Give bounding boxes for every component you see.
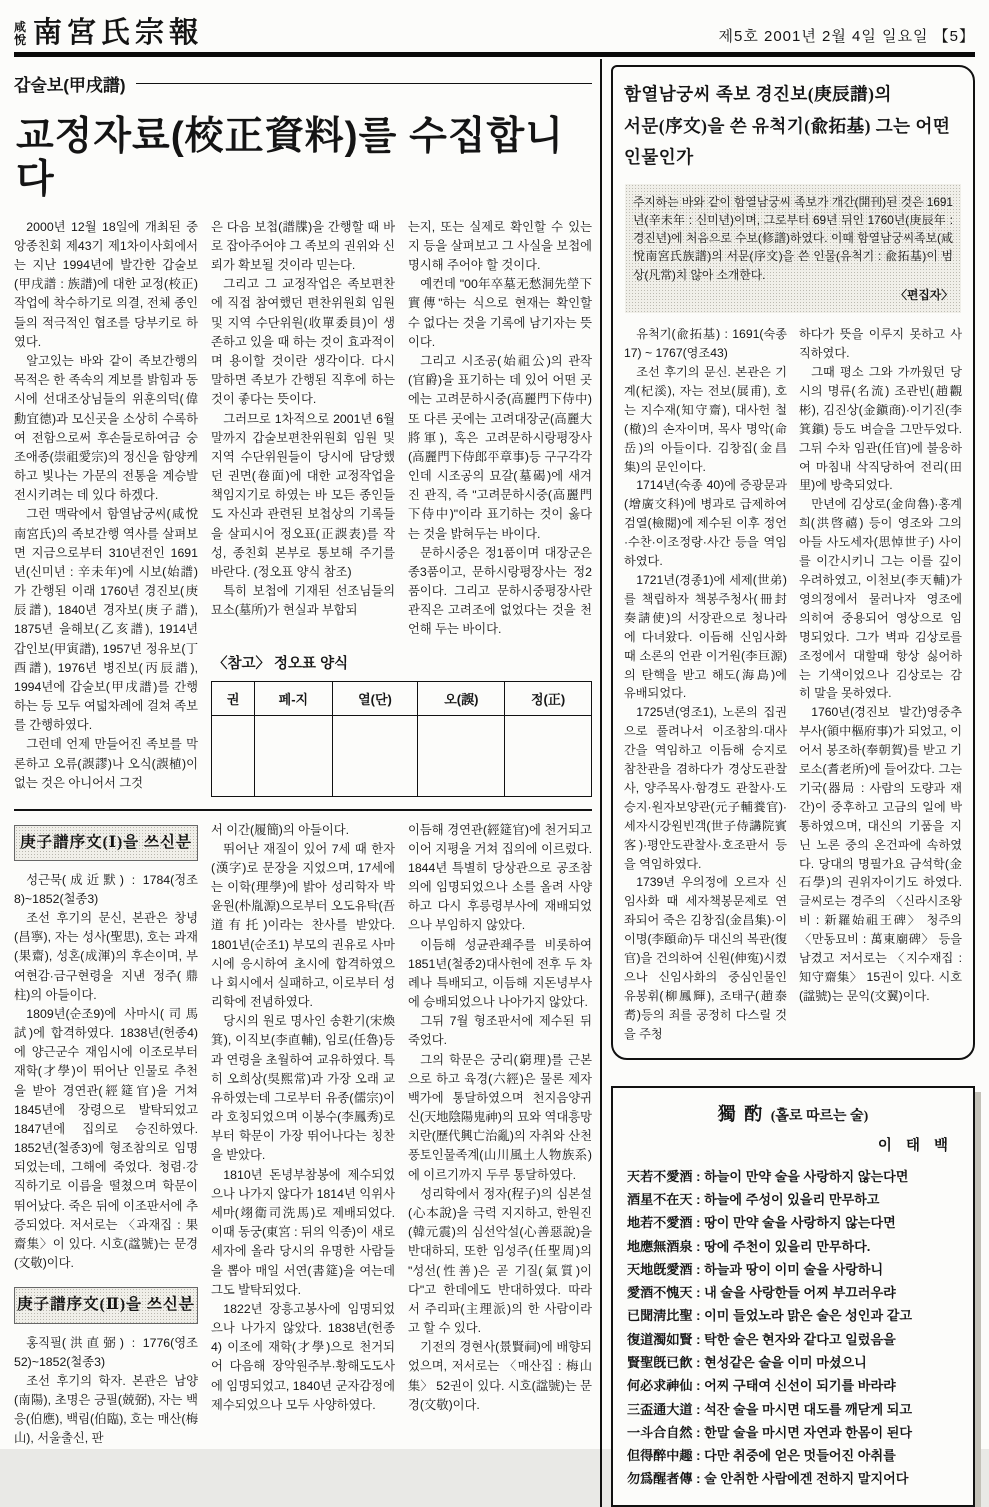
feature-title-line-1: 함열남궁씨 족보 경진보(庚辰譜)의 xyxy=(624,84,892,104)
errata-column-header: 열(단) xyxy=(332,681,418,715)
errata-header-row xyxy=(212,681,592,715)
poem-line-hanja: 天地旣愛酒 xyxy=(627,1261,693,1277)
paragraph: 1810년 돈녕부참봉에 제수되었으나 나가지 않다가 1814년 익위사세마(翊衛司洗馬)로 제배되었다. 이때 동궁(東宮 : 뒤의 익종)이 새로 세자에 올라 당시의 유명한 사람들을 뽑아 매일 서연(書筵)을 여는데 그도 발탁되었다. xyxy=(211,1167,395,1297)
paragraph: 그러므로 1차적으로 2001년 6월말까지 갑술보편찬위원회 임원 및 지역 수단위원들이 당시에 담당했던 권면(卷面)에 대한 교정작업을 책임지기로 하였는 바 모든 종인들도 자신과 관련된 보첩상의 기록들을 살피시어 정오표(正誤表)를 작성, 종친회 본부로 통보해 주기를 바란다. (정오표 양식 참조) xyxy=(211,411,395,579)
paragraph: 2000년 12월 18일에 개최된 중앙종친회 제43기 제1차이사회에서는 지난 1994년에 발간한 갑술보(甲戌譜 : 族譜)에 대한 교정(校正)작업에 착수하기로 의결, 전체 종인들의 적극적인 협조를 당부키로 하였다. xyxy=(14,219,198,349)
feature-body xyxy=(624,325,962,1043)
poem-line-hanja: 勿爲醒者傳 xyxy=(627,1471,693,1487)
poem-line-hanja: 天若不愛酒 xyxy=(627,1168,693,1184)
paragraph: 하다가 뜻을 이루지 못하고 사직하였다. xyxy=(799,327,962,361)
poem-title-row xyxy=(627,1100,959,1126)
paragraph: 알고있는 바와 같이 족보간행의 목적은 한 족속의 계보를 밝힘과 동시에 선대조상님들의 위훈의덕(偉勳宜德)과 모신곳을 소상히 수록하여 전함으로써 후손들로하여금 숭조애종(崇祖愛宗)의 정신을 함양케 하고 빛나는 가문의 전통을 계승발전시키려는 데 있다 하겠다. xyxy=(14,353,198,503)
page-header xyxy=(14,6,975,48)
errata-cell xyxy=(332,715,418,796)
editor-note-text: 주지하는 바와 같이 함열남궁씨 족보가 개간(開刊)된 것은 1691년(辛未年 : 신미년)이며, 그로부터 69년 뒤인 1760년(庚辰年 : 경진년)에 처음으로 수보(修譜)하였다. 이때 함열남궁씨족보(咸悅南宮氏族譜)의 서문(序文)을 쓴 인물(유척기 : 兪拓基)이 범상(凡常)치 않아 소개한다. xyxy=(633,194,953,282)
paragraph: 그런 맥락에서 함열남궁씨(咸悅南宮氏)의 족보간행 역사를 살펴보면 지금으로부터 310년전인 1691년(신미년 : 辛未年)에 시보(始譜)가 간행된 이래 1760년 경진보(庚辰譜), 1840년 경자보(庚子譜), 1875년 을해보(乙亥譜), 1914년 갑인보(甲寅譜), 1957년 정유보(丁酉譜), 1976년 병진보(丙辰譜), 1994년에 갑술보(甲戌譜)를 간행하는 등 모두 여덟차례에 걸쳐 족보를 간행하였다. xyxy=(14,507,198,733)
bio-text-1a xyxy=(14,871,198,1274)
bio-column-1 xyxy=(14,821,198,1449)
poem-line xyxy=(627,1188,959,1211)
bio-text-1b xyxy=(14,1334,198,1449)
poem-line-hanja: 地應無酒泉 xyxy=(627,1238,693,1254)
poem-line-hanja: 酒星不在天 xyxy=(627,1191,693,1207)
header-rule xyxy=(14,52,975,57)
errata-table-area xyxy=(211,640,592,797)
lead-article xyxy=(14,218,592,797)
paragraph: 조선 후기의 문신. 본관은 기계(杞溪), 자는 전보(展甫), 호는 지수재(知守齋), 대사헌 철(㯙)의 손자이며, 목사 명악(命岳)의 아들이다. 김창집(金昌集)의 문인이다. xyxy=(624,365,787,474)
poem-subtitle: (홀로 따르는 술) xyxy=(770,1108,869,1124)
article-column-2 xyxy=(211,218,395,640)
poem-title: 獨 酌 xyxy=(717,1103,765,1124)
poem-line-korean: : 석잔 술을 마시면 대도를 깨닫게 되고 xyxy=(692,1401,913,1417)
poem-line-korean: : 술 안취한 사람에겐 전하지 말지어다 xyxy=(692,1471,909,1487)
poem-line xyxy=(627,1258,959,1281)
poem-line-korean: : 어찌 구태여 신선이 되기를 바라랴 xyxy=(692,1378,896,1394)
poem-line-hanja: 愛酒不愧天 xyxy=(627,1285,693,1301)
editor-note xyxy=(625,184,961,314)
paragraph: 이듬해 경연관(經筵官)에 천거되고 이어 지평을 거쳐 집의에 이르렀다. 1844년 특별히 당상관으로 공조참의에 임명되었으나 소를 올려 사양하고 다시 후릉령부사에 재배되었으나 부임하지 않았다. xyxy=(408,822,592,933)
poem-line-hanja: 賢聖旣已飮 xyxy=(627,1355,693,1370)
errata-table-caption: 〈참고〉 정오표 양식 xyxy=(213,655,349,672)
masthead-prefix xyxy=(14,21,26,46)
article-column-3 xyxy=(408,218,592,640)
poem-line-korean: : 이미 들었노라 맑은 술은 성인과 같고 xyxy=(692,1308,913,1324)
poem-line-hanja: 何必求神仙 xyxy=(627,1378,693,1394)
paragraph: 그리고 시조공(始祖公)의 관작(官爵)을 표기하는 데 있어 어떤 곳에는 고려문하시중(高麗門下侍中) 또 다른 곳에는 고려대장군(高麗大將軍), 혹은 고려문하시랑평장사(高麗門下侍郞平章事)등 구구각각인데 시조공의 묘갈(墓碣)에 새겨진 관직, 즉 "고려문하시중(高麗門下侍中)"이라 표기하는 것이 옳다는 것을 밝혀두는 바이다. xyxy=(408,353,592,541)
paragraph: 유척기(兪拓基) : 1691(숙종17) ~ 1767(영조43) xyxy=(624,327,787,361)
poem-line-korean: : 하늘이 만약 술을 사랑하지 않는다면 xyxy=(692,1168,909,1184)
poem-line xyxy=(627,1281,959,1304)
poem-line-hanja: 地若不愛酒 xyxy=(627,1215,693,1231)
section-divider xyxy=(14,809,592,811)
poem-line xyxy=(627,1374,959,1397)
paragraph: 그리고 그 교정작업은 족보편찬에 직접 참여했던 편찬위원회 임원 및 지역 수단위원(收單委員)이 생존하고 있을 때 하는 것이 효과적이며 용이할 것이란 생각이다. 다시 말하면 족보가 간행된 직후에 하는 것이 좋다는 뜻이다. xyxy=(211,277,395,407)
feature-article-box xyxy=(611,65,975,1060)
poem-lines xyxy=(627,1165,959,1491)
paragraph: 뛰어난 재질이 있어 7세 때 한자(漢字)로 문장을 지었으며, 17세에는 이학(理學)에 밝아 성리학자 박윤원(朴胤源)으로부터 오도유탁(吾道有托)이라는 찬사를 받았다. 1801년(순조1) 부모의 권유로 사마시에 응시하여 초시에 합격하였으나 회시에서 실패하고, 이로부터 성리학에 전념하였다. xyxy=(211,841,395,1010)
paragraph: 홍직필(洪直弼) : 1776(영조52)~1852(철종3) xyxy=(14,1335,198,1369)
poem-line-korean: : 땅이 만약 술을 사랑하지 않는다면 xyxy=(692,1215,896,1231)
bio-column-3 xyxy=(408,821,592,1449)
poem-line xyxy=(627,1165,959,1188)
errata-cell xyxy=(418,715,505,796)
paragraph: 그때 평소 그와 가까웠던 당시의 명류(名流) 조관빈(趙觀彬), 김진상(金鎭商)·이기진(李箕鎭) 등도 벼슬을 그만두었다. 그뒤 수차 임관(任官)에 불응하여 마침내 삭직당하여 전리(田里)에 방축되었다. xyxy=(799,365,962,493)
poem-line-hanja: 已聞淸比聖 xyxy=(627,1308,693,1324)
errata-column-header: 정(正) xyxy=(505,681,592,715)
article-kicker: 갑술보(甲戌譜) xyxy=(14,76,126,95)
errata-column-header: 페-지 xyxy=(255,681,332,715)
errata-cell xyxy=(212,715,255,796)
poem-author: 이 태 백 xyxy=(877,1137,953,1154)
main-content xyxy=(14,59,975,1507)
poem-line-hanja: 復道濁如賢 xyxy=(627,1331,693,1347)
masthead-title: 南宮氏宗報 xyxy=(33,17,204,49)
kicker-rule xyxy=(136,83,592,84)
poem-line xyxy=(627,1304,959,1327)
article-column-1 xyxy=(14,218,198,797)
poem-line-korean: : 현성같은 술을 이미 마셨으니 xyxy=(692,1355,867,1370)
paragraph: 1725년(영조1), 노론의 집권으로 풀려나서 이조참의·대사간을 역임하고 이듬해 승지로 참찬관을 겸하다가 경상도관찰사, 양주목사·함경도 관찰사·도승지·원자보양관(元子輔養官)·세자시강원빈객(世子侍講院賓客)·평안도관찰사·호조판서 등을 역임하였다. xyxy=(624,705,787,871)
poem-line-korean: : 하늘과 땅이 이미 술을 사랑하니 xyxy=(692,1261,884,1277)
paragraph: 은 다음 보첩(譜牒)을 간행할 때 바로 잡아주어야 그 족보의 권위와 신뢰가 확보될 것이라 믿는다. xyxy=(211,219,395,273)
poem-line-korean: : 탁한 술은 현자와 같다고 일렀음을 xyxy=(692,1331,896,1347)
left-region xyxy=(14,59,600,1507)
poem-line-korean: : 다만 취중에 얻은 멋들어진 아취를 xyxy=(692,1448,896,1464)
poem-line xyxy=(627,1398,959,1421)
poem-line xyxy=(627,1444,959,1467)
kicker-row xyxy=(14,71,592,96)
feature-column-2 xyxy=(799,325,962,1043)
poem-line-korean: : 내 술을 사랑한들 어찌 부끄러우랴 xyxy=(692,1285,896,1301)
poem-line xyxy=(627,1351,959,1374)
bio-heading-1: 庚子譜序文(Ⅰ)을 쓰신분 xyxy=(14,825,198,861)
feature-title-line-2: 서문(序文)을 쓴 유척기(兪拓基) 그는 어떤 인물인가 xyxy=(624,115,951,167)
errata-cell xyxy=(505,715,592,796)
poem-line xyxy=(627,1211,959,1234)
masthead-prefix-top: 咸 xyxy=(14,19,27,34)
paragraph: 그뒤 7월 형조판서에 제수된 뒤 죽었다. xyxy=(408,1014,592,1048)
errata-column-header: 권 xyxy=(212,681,255,715)
paragraph: 예컨데 "00年卒墓无愁洞先塋下實傳"하는 식으로 현재는 확인할 수 없다는 것을 기록에 남기자는 뜻이다. xyxy=(408,277,592,349)
paragraph: 특히 보첩에 기재된 선조님들의 묘소(墓所)가 현실과 부합되 xyxy=(211,584,395,618)
paragraph: 성근묵(成近默) : 1784(정조8)~1852(철종3) xyxy=(14,872,198,906)
paragraph: 1822년 장흥고봉사에 임명되었으나 나가지 않았다. 1838년(헌종4) 이조에 재학(才學)으로 천거되어 다음해 장악원주부·황해도도사에 임명되었고, 1840년 군자감정에 제수되었으나 모두 사양하였다. xyxy=(211,1301,395,1412)
issue-date-page: 제5호 2001년 2월 4일 일요일 【5】 xyxy=(718,28,975,45)
paragraph: 1739년 우의정에 오르자 신임사화 때 세자책봉문제로 연좌되어 죽은 김창집(金昌集)·이이명(李頤命)두 대신의 복관(復官)을 건의하여 신원(伸寃)시켰으나 신임사화의 중심인물인 유봉휘(柳鳳輝), 조태구(趙泰耉)등의 죄를 공정히 다스릴 것을 주청 xyxy=(624,875,787,1041)
errata-table xyxy=(211,681,592,797)
feature-column-1 xyxy=(624,325,787,1043)
paragraph: 1809년(순조9)에 사마시(司馬試)에 합격하였다. 1838년(헌종4)에 양근군수 재임시에 이조로부터 재학(才學)이 뛰어난 인물로 추천을 받아 경연관(經筵官)을 거쳐 1845년에 장령으로 발탁되었고 1847년에 집의로 승진하였다. 1852년(철종3)에 형조참의로 임명되었는데, 그해에 죽었다. 청렴·강직하기로 이름을 떨쳤으며 학문이 뛰어났다. 죽은 뒤에 이조판서에 추증되었다. 저서로는 〈과재집 : 果齋集〉이 있다. 시호(諡號)는 문경(文敬)이다. xyxy=(14,1006,198,1271)
poem-line-korean: : 한말 술을 마시면 자연과 한몸이 된다 xyxy=(692,1424,913,1440)
feature-title xyxy=(624,79,962,174)
bio-heading-2: 庚子譜序文(Ⅱ)을 쓰신분 xyxy=(14,1287,198,1323)
poem-line xyxy=(627,1328,959,1351)
poem-line-hanja: 但得醉中趣 xyxy=(627,1448,693,1464)
editor-signature: 〈편집자〉 xyxy=(895,287,953,302)
paragraph: 서 이간(履簡)의 아들이다. xyxy=(211,822,350,837)
poem-line xyxy=(627,1467,959,1490)
errata-cell xyxy=(255,715,332,796)
poem-box xyxy=(611,1086,975,1507)
paragraph: 문하시중은 정1품이며 대장군은 종3품이고, 문하시랑평장사는 정2품이다. 그리고 문하시중평장사란 관직은 고려조에 없었다는 것을 천언해 두는 바이다. xyxy=(408,545,592,637)
poem-line-hanja: 一斗合自然 xyxy=(627,1424,693,1440)
paragraph: 조선 후기의 학자. 본관은 남양(南陽), 초명은 긍필(兢弼), 자는 백응(伯應), 백림(伯臨), 호는 매산(梅山), 서울출신, 판 xyxy=(14,1373,198,1446)
article-headline: 교정자료(校正資料)를 수집합니다 xyxy=(16,115,564,201)
poem-line xyxy=(627,1421,959,1444)
poem-line-hanja: 三盃通大道 xyxy=(627,1401,693,1417)
paragraph: 만년에 김상로(金尙魯)·홍계희(洪啓禧) 등이 영조와 그의 아들 사도세자(思悼世子) 사이를 이간시키니 그는 이를 깊이 우려하였고, 이천보(李天輔)가 영의정에서 물러나자 영조에 의히여 중용되어 영상으로 임명되었다. 그가 벽파 김상로를 조정에서 대할때 항상 싫어하는 기색이었으나 김상로는 감히 말을 못하였다. xyxy=(799,497,962,701)
paragraph: 는지, 또는 실제로 확인할 수 있는지 등을 살펴보고 그 사실을 보첩에 명시해 주어야 할 것이다. xyxy=(408,219,592,273)
bio-column-2 xyxy=(211,821,395,1449)
poem-line xyxy=(627,1235,959,1258)
errata-empty-row xyxy=(212,715,592,796)
paragraph: 성리학에서 정자(程子)의 심본설(心本說)을 극력 지지하고, 한원진(韓元震)의 심선악설(心善惡說)을 반대하되, 또한 임성주(任聖周)의 "성선(性善)은 곧 기질(氣質)이다"고 한데에도 반대하였다. 따라서 주리파(主理派)의 한 사람이라고 할 수 있다. xyxy=(408,1186,592,1336)
bio-section xyxy=(14,821,592,1449)
poem-line-korean: : 하늘에 주성이 있을리 만무하고 xyxy=(692,1191,880,1207)
paragraph: 이듬해 성균관좨주를 비롯하여 1851년(철종2)대사헌에 전후 두 차례나 특배되고, 이듬해 지돈녕부사에 승배되었으나 나아가지 않았다. xyxy=(408,937,592,1010)
paragraph: 1721년(경종1)에 세제(世弟)를 책립하자 책봉주청사(冊封奏請使)의 서장관으로 청나라에 다녀왔다. 이듬해 신임사화 때 소론의 언관 이거원(李巨源)의 탄핵을 받고 해도(海島)에 유배되었다. xyxy=(624,572,787,701)
paragraph: 그런데 언제 만들어진 족보를 막론하고 오류(誤謬)나 오식(誤植)이 없는 것은 아니어서 그것 xyxy=(14,737,198,790)
masthead-prefix-bottom: 悅 xyxy=(14,32,27,47)
right-region xyxy=(600,59,975,1507)
paragraph: 당시의 원로 명사인 송환기(宋煥箕), 이직보(李直輔), 임로(任魯)등과 연령을 초월하여 교유하였다. 특히 오희상(吳熙常)과 가장 오래 교유하였는데 그로부터 유종(儒宗)이라 호칭되었으며 이봉수(李鳳秀)로부터 학문이 가장 뛰어나다는 칭찬을 받았다. xyxy=(211,1014,395,1163)
paragraph: 1760년(경진보 발간)영중추부사(領中樞府事)가 되었고, 이어서 봉조하(奉朝賀)를 받고 기로소(耆老所)에 들어갔다. 그는 기국(器局 : 사람의 도량과 재간)이 중후하고 고금의 일에 박통하였으며, 대신의 기품을 지닌 노론 중의 온건파에 속하였다. 당대의 명필가요 금석학(金石學)의 권위자이기도 하였다. 글씨로는 경주의 〈신라시조왕비 : 新羅始祖王碑〉 청주의 〈만동묘비 : 萬東廟碑〉 등을 남겼고 저서로는 〈지수재집 : 知守齋集〉 15권이 있다. 시호(諡號)는 문익(文翼)이다. xyxy=(799,705,962,1003)
masthead xyxy=(14,19,203,48)
poem-line-korean: : 땅에 주천이 있을리 만무하다. xyxy=(692,1238,871,1254)
paragraph: 조선 후기의 문신, 본관은 창녕(昌寧), 자는 성사(聖思), 호는 과재(果齋), 성혼(成渾)의 후손이며, 부여현감·금구현령을 지낸 정주(鼎柱)의 아들이다. xyxy=(14,911,198,1002)
errata-column-header: 오(誤) xyxy=(418,681,505,715)
paragraph: 그의 학문은 궁리(窮理)를 근본으로 하고 육경(六經)은 물론 제자백가에 통달하였으며 천지음양귀신(天地陰陽鬼神)의 묘와 역대흥망치란(歷代興亡治亂)의 자취와 산천풍토인물족계(山川風土人物族系)에 이르기까지 두루 통달하였다. xyxy=(408,1052,592,1182)
paragraph: 1714년(숙종 40)에 증광문과(增廣文科)에 병과로 급제하여 검열(檢閱)에 제수된 이후 정언·수찬·이조정랑·사간 등을 역임하였다. xyxy=(624,478,787,569)
paragraph: 기전의 경현사(景賢祠)에 배향되었으며, 저서로는 〈매산집 : 梅山集〉 52권이 있다. 시호(諡號)는 문경(文敬)이다. xyxy=(408,1340,592,1412)
